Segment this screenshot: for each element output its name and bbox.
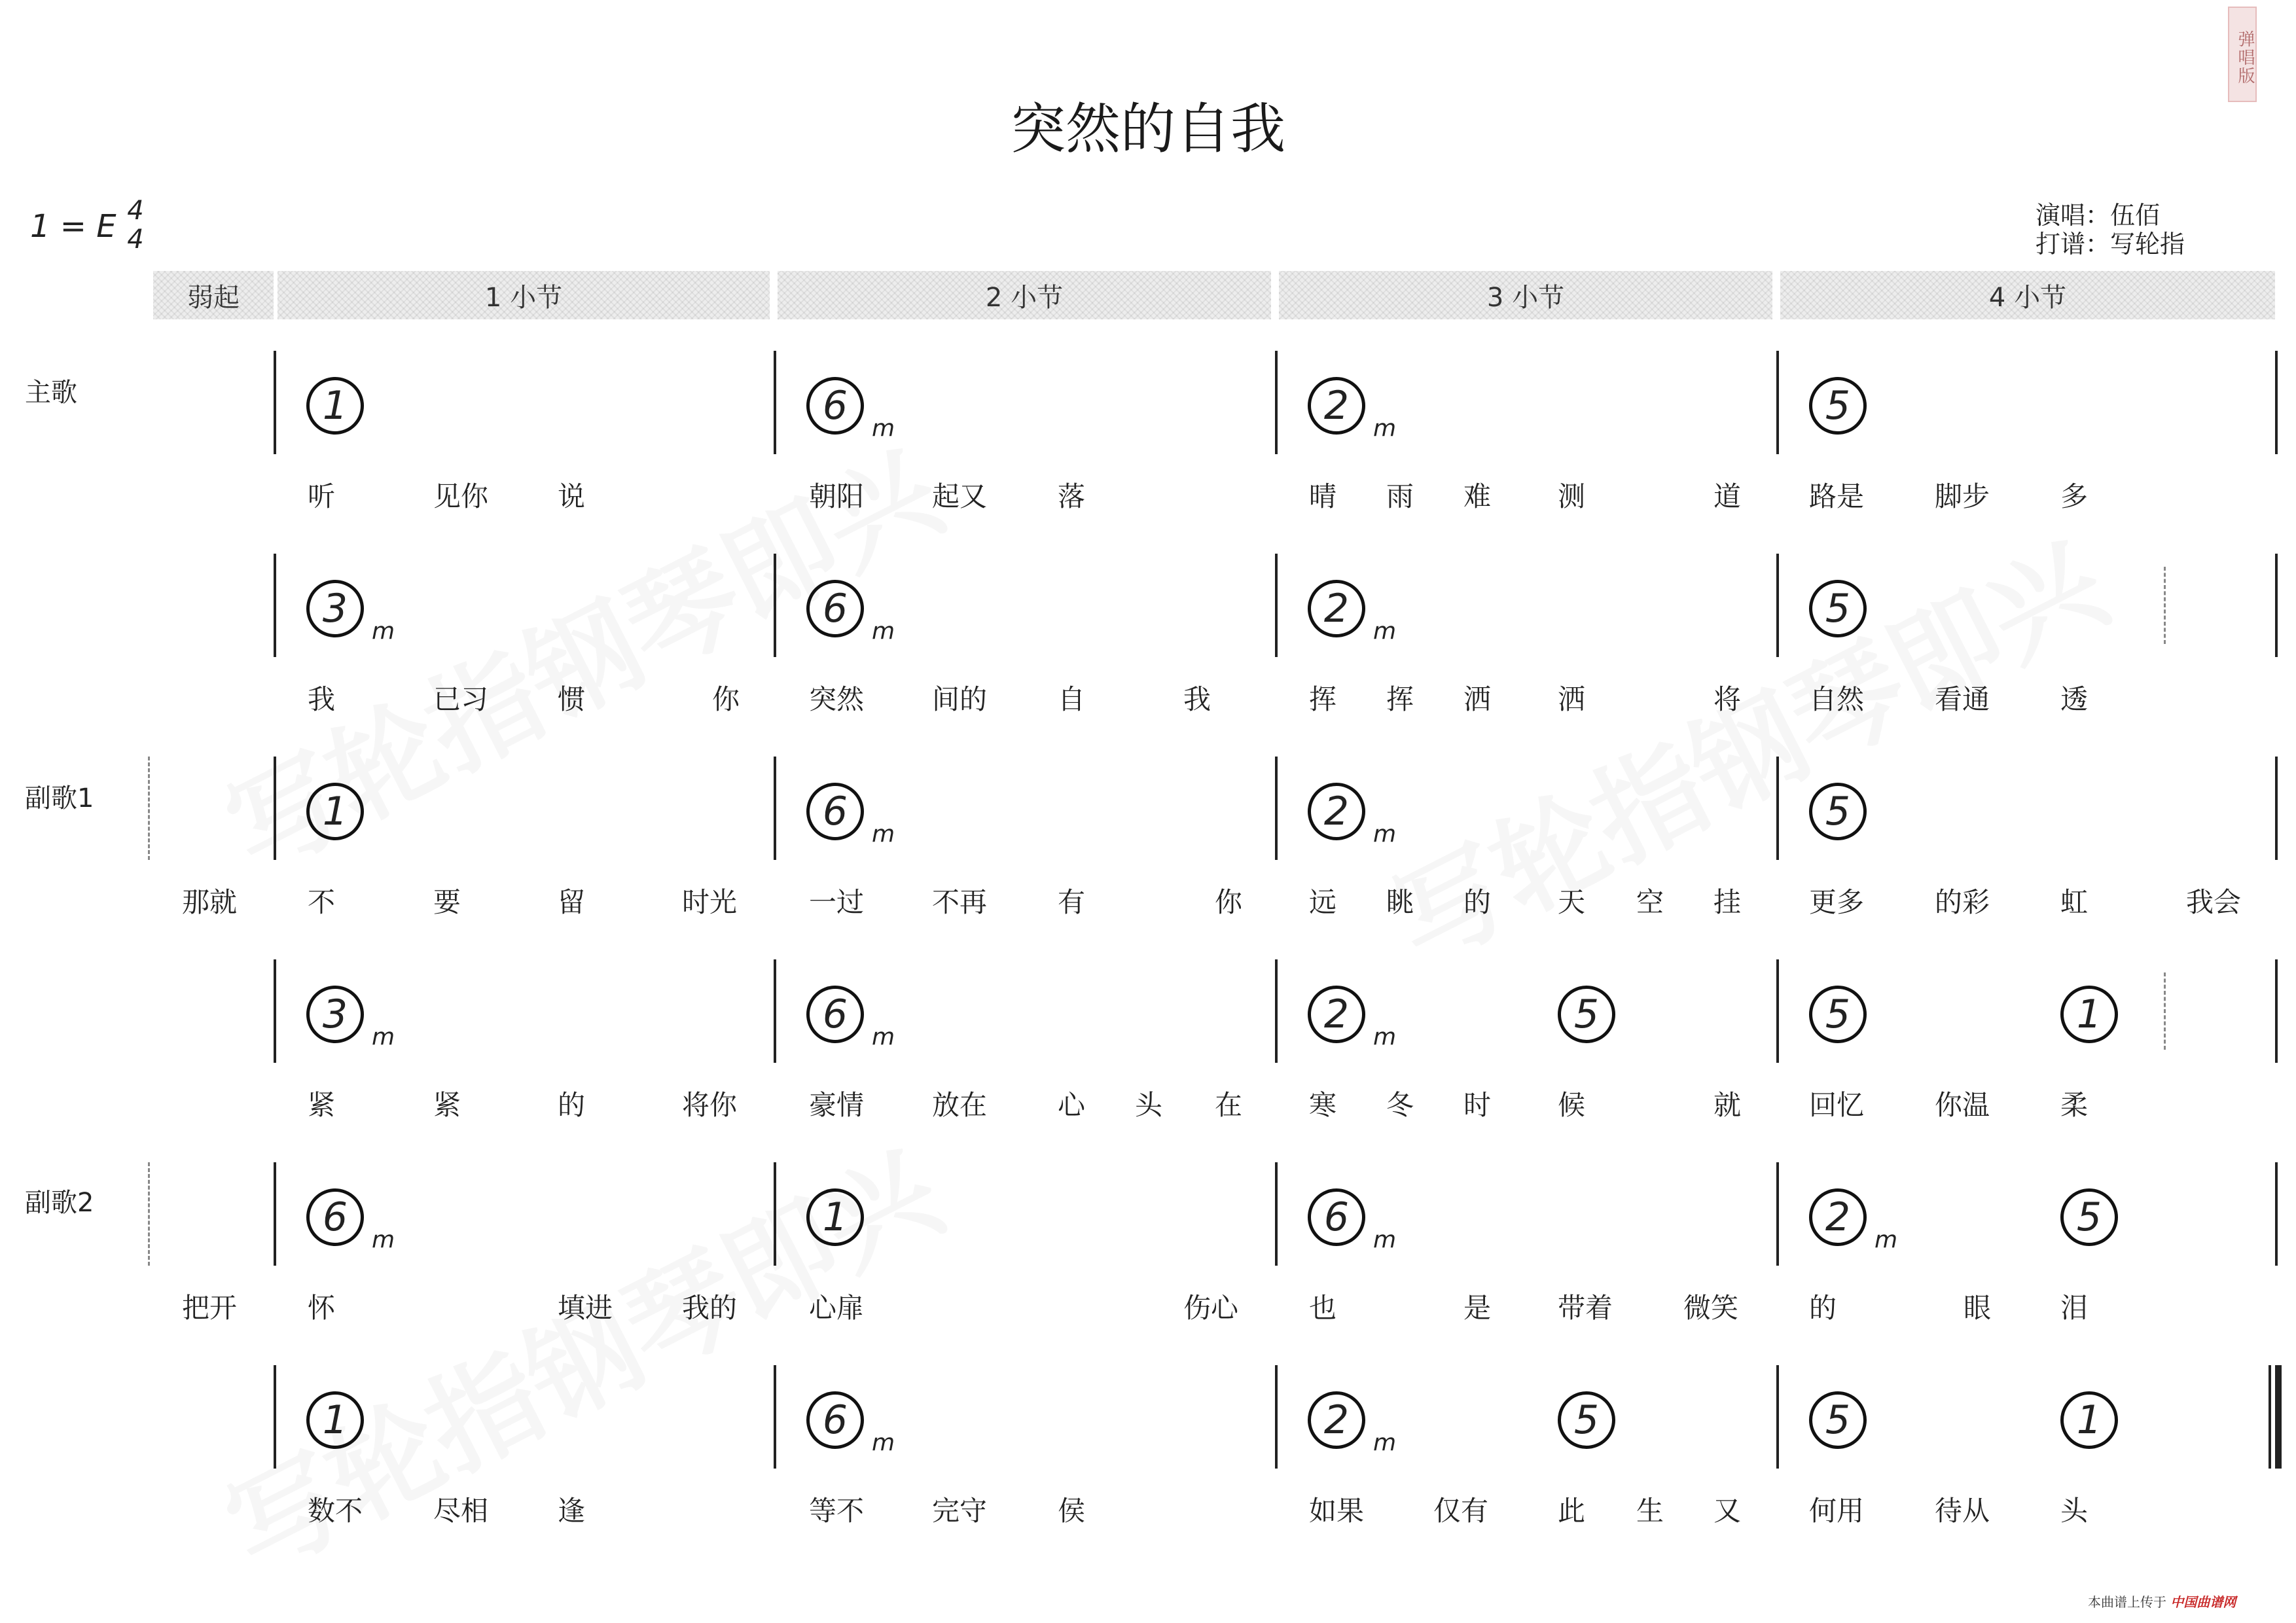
measure-header-4 (1780, 271, 2275, 319)
lyric-syllable: 起又 (932, 480, 988, 512)
measure-header-label: 3 小节 (1486, 282, 1565, 313)
barline (1776, 1365, 1779, 1469)
chord-symbol: 2 (1308, 1391, 1365, 1449)
version-badge: 弹唱版 (2228, 7, 2257, 102)
lyric-syllable: 侯 (1058, 1495, 1086, 1527)
chord-symbol: 2 (1308, 580, 1365, 637)
lyric-syllable: 多 (2060, 480, 2089, 512)
lyric-syllable: 心扉 (809, 1292, 865, 1324)
lyric-syllable: 候 (1558, 1089, 1586, 1121)
lyric-syllable: 你温 (1935, 1089, 1990, 1121)
lyric-syllable: 空 (1636, 886, 1664, 918)
lyric-syllable: 看通 (1935, 683, 1990, 715)
lyric-syllable: 回忆 (1809, 1089, 1865, 1121)
lyric-syllable: 也 (1309, 1292, 1337, 1324)
time-sig-top: 4 (127, 196, 144, 226)
pickup-lyric: 把开 (182, 1292, 238, 1324)
chord-symbol: 5 (1558, 1391, 1615, 1449)
lyric-syllable: 我会 (2186, 886, 2242, 918)
chord-quality: m (872, 1429, 895, 1456)
lyric-syllable: 更多 (1809, 886, 1865, 918)
lyric-syllable: 就 (1713, 1089, 1742, 1121)
chord-symbol: 6 (806, 377, 864, 435)
lyric-syllable: 洒 (1463, 683, 1492, 715)
barline (2275, 351, 2278, 454)
lyric-syllable: 我 (1183, 683, 1211, 715)
chord-symbol: 6 (806, 580, 864, 637)
lyric-syllable: 头 (2060, 1495, 2089, 1527)
lyric-syllable: 挥 (1386, 683, 1414, 715)
measure-header-label: 1 小节 (484, 282, 563, 313)
pickup-lyric: 那就 (182, 886, 238, 918)
lyric-syllable: 的 (1463, 886, 1492, 918)
lyric-syllable: 落 (1058, 480, 1086, 512)
lyric-syllable: 惯 (558, 683, 586, 715)
lyric-syllable: 何用 (1809, 1495, 1865, 1527)
lyric-syllable: 将 (1713, 683, 1742, 715)
chord-symbol: 6 (306, 1188, 364, 1246)
measure-header-1 (278, 271, 770, 319)
repeat-dashed-barline (2164, 972, 2166, 1050)
chord-quality: m (1874, 1226, 1898, 1253)
lyric-syllable: 数不 (308, 1495, 363, 1527)
section-label-chorus-2: 副歌2 (25, 1188, 94, 1218)
barline (1776, 757, 1779, 860)
lyric-syllable: 道 (1713, 480, 1742, 512)
chord-quality: m (1373, 618, 1397, 645)
lyric-syllable: 自然 (1809, 683, 1865, 715)
lyric-syllable: 已习 (433, 683, 489, 715)
chord-symbol: 2 (1308, 783, 1365, 840)
barline (2275, 757, 2278, 860)
pickup-dashed-barline (148, 757, 150, 860)
lyric-syllable: 将你 (682, 1089, 738, 1121)
lyric-syllable: 微笑 (1683, 1292, 1739, 1324)
lyric-syllable: 时光 (682, 886, 738, 918)
lyric-syllable: 生 (1636, 1495, 1664, 1527)
lyric-syllable: 在 (1215, 1089, 1243, 1121)
barline (274, 757, 276, 860)
lyric-syllable: 填进 (558, 1292, 613, 1324)
barline (1275, 959, 1278, 1063)
lyric-syllable: 晴 (1309, 480, 1337, 512)
lyric-syllable: 时 (1463, 1089, 1492, 1121)
barline (774, 351, 776, 454)
chord-quality: m (1373, 1024, 1397, 1050)
barline (1275, 1162, 1278, 1266)
chord-symbol: 5 (1809, 580, 1867, 637)
lyric-syllable: 见你 (433, 480, 489, 512)
chord-symbol: 2 (1308, 986, 1365, 1043)
measure-header-2 (778, 271, 1271, 319)
measure-header-pickup: 弱起 (153, 271, 274, 319)
chord-quality: m (872, 821, 895, 847)
lyric-syllable: 挂 (1713, 886, 1742, 918)
lyric-syllable: 紧 (433, 1089, 461, 1121)
site-logo: 中国曲谱网 (2170, 1594, 2236, 1610)
chord-symbol: 1 (306, 1391, 364, 1449)
chord-quality: m (1373, 415, 1397, 442)
lyric-syllable: 又 (1713, 1495, 1742, 1527)
chord-symbol: 1 (2060, 986, 2118, 1043)
chord-symbol: 1 (306, 377, 364, 435)
lyric-syllable: 寒 (1309, 1089, 1337, 1121)
lyric-syllable: 怀 (308, 1292, 336, 1324)
lyric-syllable: 不 (308, 886, 336, 918)
chord-symbol: 1 (2060, 1391, 2118, 1449)
barline (2275, 554, 2278, 657)
chord-symbol: 6 (806, 986, 864, 1043)
lyric-syllable: 心 (1058, 1089, 1086, 1121)
section-label-verse: 主歌 (25, 378, 77, 408)
chord-symbol: 5 (1809, 1391, 1867, 1449)
barline (1776, 351, 1779, 454)
lyric-syllable: 逢 (558, 1495, 586, 1527)
chord-symbol: 5 (1809, 377, 1867, 435)
measure-header-3 (1279, 271, 1772, 319)
barline (2275, 959, 2278, 1063)
chord-symbol: 2 (1809, 1188, 1867, 1246)
lyric-syllable: 突然 (809, 683, 865, 715)
barline (1776, 959, 1779, 1063)
lyric-syllable: 是 (1463, 1292, 1492, 1324)
chord-quality: m (1373, 1429, 1397, 1456)
lyric-syllable: 不再 (932, 886, 988, 918)
chord-quality: m (372, 1024, 395, 1050)
chord-symbol: 1 (806, 1188, 864, 1246)
barline (274, 1162, 276, 1266)
measure-header-label: 4 小节 (1988, 282, 2067, 313)
lyric-syllable: 有 (1058, 886, 1086, 918)
lyric-syllable: 你 (1215, 886, 1243, 918)
time-sig-bottom: 4 (127, 224, 144, 255)
lyric-syllable: 冬 (1386, 1089, 1414, 1121)
lyric-syllable: 脚步 (1935, 480, 1990, 512)
barline (774, 959, 776, 1063)
chord-quality: m (872, 1024, 895, 1050)
lyric-syllable: 尽相 (433, 1495, 489, 1527)
barline (774, 1365, 776, 1469)
lyric-syllable: 带着 (1558, 1292, 1613, 1324)
measure-header-label: 2 小节 (985, 282, 1064, 313)
lyric-syllable: 一过 (809, 886, 865, 918)
barline (774, 1162, 776, 1266)
lyric-syllable: 眼 (1964, 1292, 1992, 1324)
barline (2275, 1162, 2278, 1266)
lyric-syllable: 留 (558, 886, 586, 918)
lyric-syllable: 伤心 (1183, 1292, 1239, 1324)
lyric-syllable: 的 (1809, 1292, 1837, 1324)
lyric-syllable: 透 (2060, 683, 2089, 715)
barline (274, 959, 276, 1063)
lyric-syllable: 的彩 (1935, 886, 1990, 918)
upload-footer (2088, 1592, 2236, 1611)
barline (274, 351, 276, 454)
chord-symbol: 2 (1308, 377, 1365, 435)
lyric-syllable: 远 (1309, 886, 1337, 918)
pickup-dashed-barline (148, 1162, 150, 1266)
footer-text: 本曲谱上传于 (2088, 1594, 2166, 1610)
lyric-syllable: 的 (558, 1089, 586, 1121)
lyric-syllable: 测 (1558, 480, 1586, 512)
lyric-syllable: 洒 (1558, 683, 1586, 715)
chord-quality: m (872, 618, 895, 645)
lyric-syllable: 说 (558, 480, 586, 512)
barline (1275, 554, 1278, 657)
song-title: 突然的自我 (1010, 97, 1285, 161)
barline (274, 1365, 276, 1469)
key-signature: 1 = E (30, 208, 117, 245)
chord-quality: m (372, 618, 395, 645)
lyric-syllable: 你 (712, 683, 740, 715)
lyric-syllable: 完守 (932, 1495, 988, 1527)
arranger-credit: 打谱：写轮指 (2036, 230, 2185, 259)
chord-quality: m (372, 1226, 395, 1253)
chord-symbol: 3 (306, 580, 364, 637)
lyric-syllable: 要 (433, 886, 461, 918)
chord-quality: m (872, 415, 895, 442)
lyric-syllable: 我 (308, 683, 336, 715)
lyric-syllable: 自 (1058, 683, 1086, 715)
chord-symbol: 1 (306, 783, 364, 840)
lyric-syllable: 此 (1558, 1495, 1586, 1527)
lyric-syllable: 等不 (809, 1495, 865, 1527)
barline (774, 757, 776, 860)
lyric-syllable: 柔 (2060, 1089, 2089, 1121)
lyric-syllable: 豪情 (809, 1089, 865, 1121)
lyric-syllable: 待从 (1935, 1495, 1990, 1527)
lyric-syllable: 虹 (2060, 886, 2089, 918)
lyric-syllable: 眺 (1386, 886, 1414, 918)
time-signature (120, 196, 151, 254)
chord-symbol: 6 (1308, 1188, 1365, 1246)
lyric-syllable: 头 (1135, 1089, 1163, 1121)
lyric-syllable: 我的 (682, 1292, 738, 1324)
barline (1275, 757, 1278, 860)
barline (1776, 1162, 1779, 1266)
chord-symbol: 5 (1809, 986, 1867, 1043)
barline (1275, 351, 1278, 454)
lyric-syllable: 紧 (308, 1089, 336, 1121)
lyric-syllable: 路是 (1809, 480, 1865, 512)
chord-symbol: 6 (806, 1391, 864, 1449)
lyric-syllable: 仅有 (1433, 1495, 1489, 1527)
chord-quality: m (1373, 821, 1397, 847)
chord-symbol: 6 (806, 783, 864, 840)
chord-quality: m (1373, 1226, 1397, 1253)
chord-symbol: 5 (2060, 1188, 2118, 1246)
lyric-syllable: 放在 (932, 1089, 988, 1121)
lyric-syllable: 如果 (1309, 1495, 1365, 1527)
lyric-syllable: 雨 (1386, 480, 1414, 512)
barline (274, 554, 276, 657)
barline (774, 554, 776, 657)
chord-symbol: 3 (306, 986, 364, 1043)
singer-credit: 演唱：伍佰 (2036, 201, 2161, 230)
section-label-chorus-1: 副歌1 (25, 783, 94, 813)
barline (1776, 554, 1779, 657)
chord-symbol: 5 (1558, 986, 1615, 1043)
lyric-syllable: 挥 (1309, 683, 1337, 715)
lyric-syllable: 间的 (932, 683, 988, 715)
lyric-syllable: 听 (308, 480, 336, 512)
lyric-syllable: 天 (1558, 886, 1586, 918)
lyric-syllable: 难 (1463, 480, 1492, 512)
barline (1275, 1365, 1278, 1469)
final-barline-thin (2269, 1365, 2271, 1469)
lyric-syllable: 朝阳 (809, 480, 865, 512)
lyric-syllable: 泪 (2060, 1292, 2089, 1324)
chord-symbol: 5 (1809, 783, 1867, 840)
repeat-dashed-barline (2164, 567, 2166, 644)
final-barline-thick (2275, 1365, 2282, 1469)
